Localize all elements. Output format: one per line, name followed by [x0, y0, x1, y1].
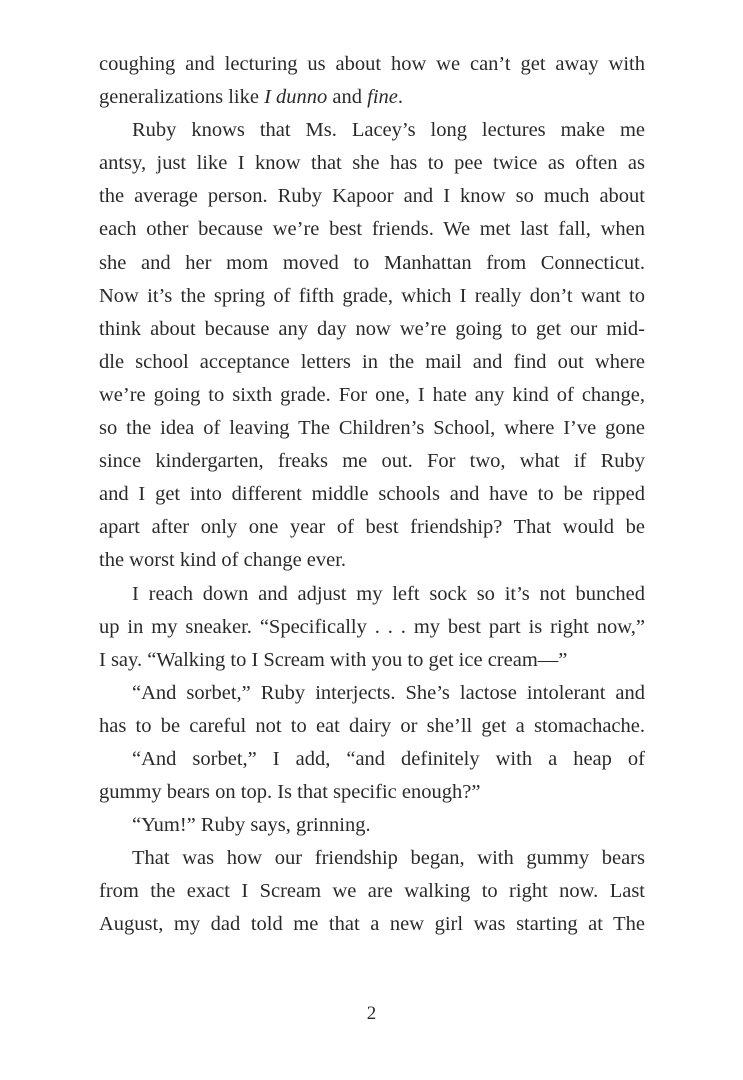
- text-line: gummy bears on top. Is that specific enough?”: [99, 781, 481, 804]
- text-line: apart after only one year of best friendship? That would be: [99, 516, 645, 539]
- text-line: “And sorbet,” I add, “and definitely with a heap of: [132, 747, 645, 770]
- text-line: Now it’s the spring of fifth grade, which I really don’t want to: [99, 284, 645, 307]
- text-line: That was how our friendship began, with gummy bears: [132, 847, 645, 870]
- text-line: we’re going to sixth grade. For one, I hate any kind of change,: [99, 383, 645, 406]
- text-line: I say. “Walking to I Scream with you to get ice cream—”: [99, 648, 568, 671]
- text-line: each other because we’re best friends. We met last fall, when: [99, 218, 645, 241]
- text-line: the average person. Ruby Kapoor and I know so much about: [99, 185, 645, 208]
- text-line: [99, 81, 645, 114]
- text-line: coughing and lecturing us about how we can’t get away with: [99, 53, 645, 75]
- text-line: and I get into different middle schools and have to be ripped: [99, 483, 645, 506]
- text-span: and: [327, 86, 368, 109]
- text-line: Ruby knows that Ms. Lacey’s long lectures make me: [132, 119, 645, 142]
- body-text: [99, 48, 645, 942]
- text-line: since kindergarten, freaks me out. For two, what if Ruby: [99, 450, 645, 473]
- text-line: she and her mom moved to Manhattan from Connecticut.: [99, 251, 645, 274]
- italic-text: fine: [367, 86, 398, 109]
- italic-text: I dunno: [264, 86, 328, 109]
- text-line: “Yum!” Ruby says, grinning.: [132, 814, 371, 837]
- text-line: “And sorbet,” Ruby interjects. She’s lactose intolerant and: [132, 681, 645, 704]
- text-line: has to be careful not to eat dairy or she’ll get a stomachache.: [99, 714, 645, 737]
- text-line: dle school acceptance letters in the mail and find out where: [99, 350, 645, 373]
- text-line: from the exact I Scream we are walking to right now. Last: [99, 880, 645, 903]
- text-line: so the idea of leaving The Children’s School, where I’ve gone: [99, 417, 645, 440]
- text-span: .: [397, 86, 404, 109]
- text-line: up in my sneaker. “Specifically . . . my best part is right now,”: [99, 615, 645, 638]
- text-span: generalizations like: [99, 86, 265, 109]
- text-line: the worst kind of change ever.: [99, 549, 347, 572]
- text-line: August, my dad told me that a new girl was starting at The: [99, 913, 645, 936]
- text-line: I reach down and adjust my left sock so it’s not bunched: [132, 582, 645, 605]
- text-line: think about because any day now we’re going to get our mid-: [99, 317, 645, 340]
- page-number: 2: [366, 1003, 377, 1024]
- text-line: antsy, just like I know that she has to pee twice as often as: [99, 152, 645, 175]
